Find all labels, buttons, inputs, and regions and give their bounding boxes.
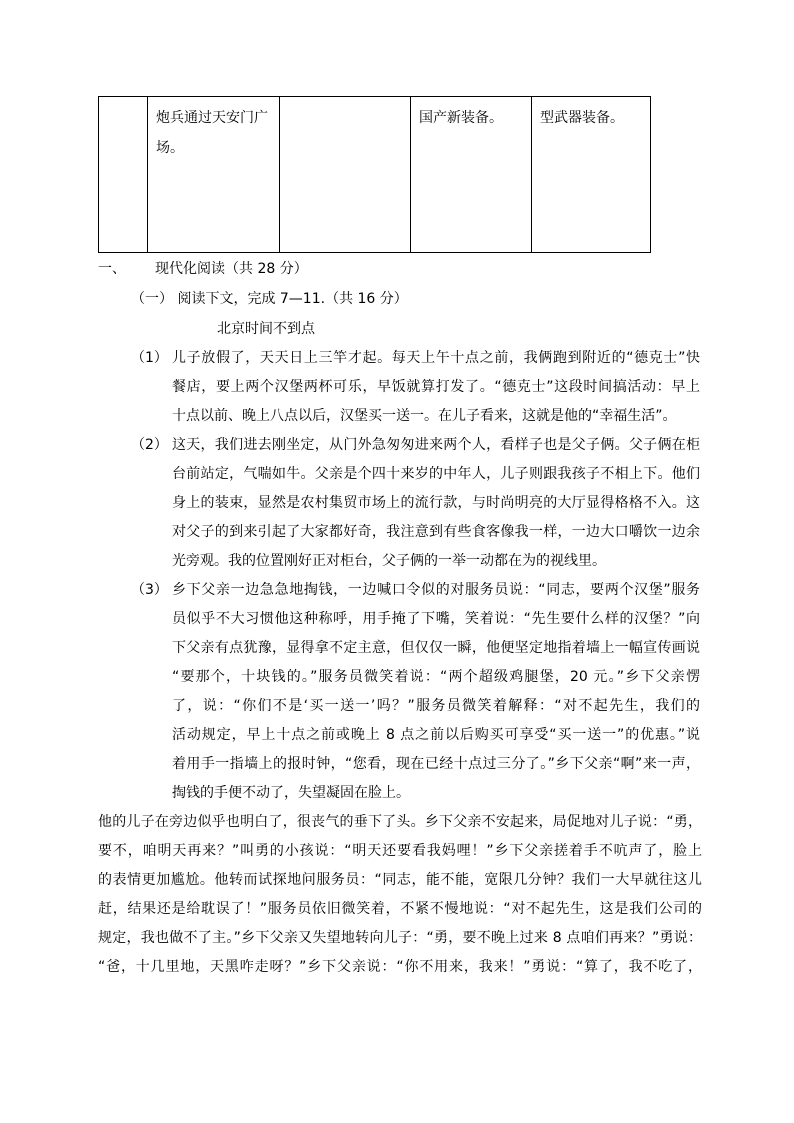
- paragraph-number: （3）: [131, 582, 168, 598]
- paragraph-line: 台前站定，气喘如牛。父亲是个四十来岁的中年人，儿子则跟我孩子不相上下。他们: [172, 466, 700, 482]
- paragraph-line: “爸，十几里地，天黑咋走呀？”乡下父亲说：“你不用来，我来！”勇说：“算了，我不吃了，: [98, 959, 702, 975]
- paragraph-line: 儿子放假了，天天日上三竿才起。每天上午十点之前，我俩跑到附近的“德克士”快: [172, 350, 700, 366]
- paragraph-line: 这天，我们进去刚坐定，从门外急匆匆进来两个人，看样子也是父子俩。父子俩在柜: [172, 437, 700, 453]
- paragraph-line: 了，说：“你们不是‘买一送一’吗？”服务员微笑着解释：“对不起先生，我们的: [172, 698, 700, 714]
- paragraph-line: 要不，咱明天再来？”叫勇的小孩说：“明天还要看我妈哩！”乡下父亲搓着手不吭声了，脸上: [98, 843, 702, 859]
- subsection-label: （一） 阅读下文，完成 7—11.（共 16 分）: [131, 291, 408, 307]
- paragraph-line: 下父亲有点犹豫，显得拿不定主意，但仅仅一瞬，他便坚定地指着墙上一幅宣传画说: [172, 640, 700, 656]
- table-cell: 型武器装备。: [532, 97, 651, 253]
- paragraph-line: 的表情更加尴尬。他转而试探地问服务员：“同志，能不能，宽限几分钟？我们一大早就往这儿: [98, 872, 702, 888]
- table-cell: 炮兵通过天安门广场。: [148, 97, 280, 253]
- table-cell: [280, 97, 411, 253]
- paragraph-line: 规定，我也做不了主。”乡下父亲又失望地转向儿子：“勇，要不晚上过来 8 点咱们再来？”勇说：: [98, 930, 702, 946]
- paragraph-line: 光旁观。我的位置刚好正对柜台，父子俩的一举一动都在为的视线里。: [172, 553, 606, 569]
- table-cell: 国产新装备。: [411, 97, 532, 253]
- article-title: 北京时间不到点: [217, 321, 315, 337]
- paragraph-number: （1）: [131, 350, 168, 366]
- paragraph-line: 乡下父亲一边急急地掏钱，一边喊口令似的对服务员说：“同志，要两个汉堡”服务: [172, 582, 700, 598]
- paragraph-line: 活动规定，早上十点之前或晚上 8 点之前以后购买可享受“买一送一”的优惠。”说: [172, 727, 700, 743]
- paragraph-line: 对父子的到来引起了大家都好奇，我注意到有些食客像我一样，一边大口嚼饮一边余: [172, 524, 700, 540]
- paragraph-number: （2）: [131, 437, 168, 453]
- section-title: 现代化阅读（共 28 分）: [155, 261, 308, 277]
- table-row: [99, 97, 651, 253]
- equipment-table: [98, 96, 651, 253]
- paragraph-line: 他的儿子在旁边似乎也明白了，很丧气的垂下了头。乡下父亲不安起来，局促地对儿子说：“勇，: [98, 814, 702, 830]
- section-number: 一、: [98, 261, 126, 277]
- paragraph-line: “要那个，十块钱的。”服务员微笑着说：“两个超级鸡腿堡，20 元。”乡下父亲愣: [172, 669, 700, 685]
- paragraph-line: 十点以前、晚上八点以后，汉堡买一送一。在儿子看来，这就是他的“幸福生活”。: [172, 408, 677, 424]
- paragraph-line: 员似乎不大习惯他这种称呼，用手掩了下嘴，笑着说：“先生要什么样的汉堡？”向: [172, 611, 700, 627]
- paragraph-line: 着用手一指墙上的报时钟，“您看，现在已经十点过三分了。”乡下父亲“啊”来一声，: [172, 756, 700, 772]
- paragraph-line: 身上的装束，显然是农村集贸市场上的流行款，与时尚明亮的大厅显得格格不入。这: [172, 495, 700, 511]
- paragraph-line: 掏钱的手便不动了，失望凝固在脸上。: [172, 785, 410, 801]
- table-cell: [99, 97, 148, 253]
- paragraph-line: 餐店，要上两个汉堡两杯可乐，早饭就算打发了。“德克士”这段时间搞活动：早上: [172, 379, 700, 395]
- paragraph-line: 赶，结果还是给耽误了！”服务员依旧微笑着，不紧不慢地说：“对不起先生，这是我们公司的: [98, 901, 702, 917]
